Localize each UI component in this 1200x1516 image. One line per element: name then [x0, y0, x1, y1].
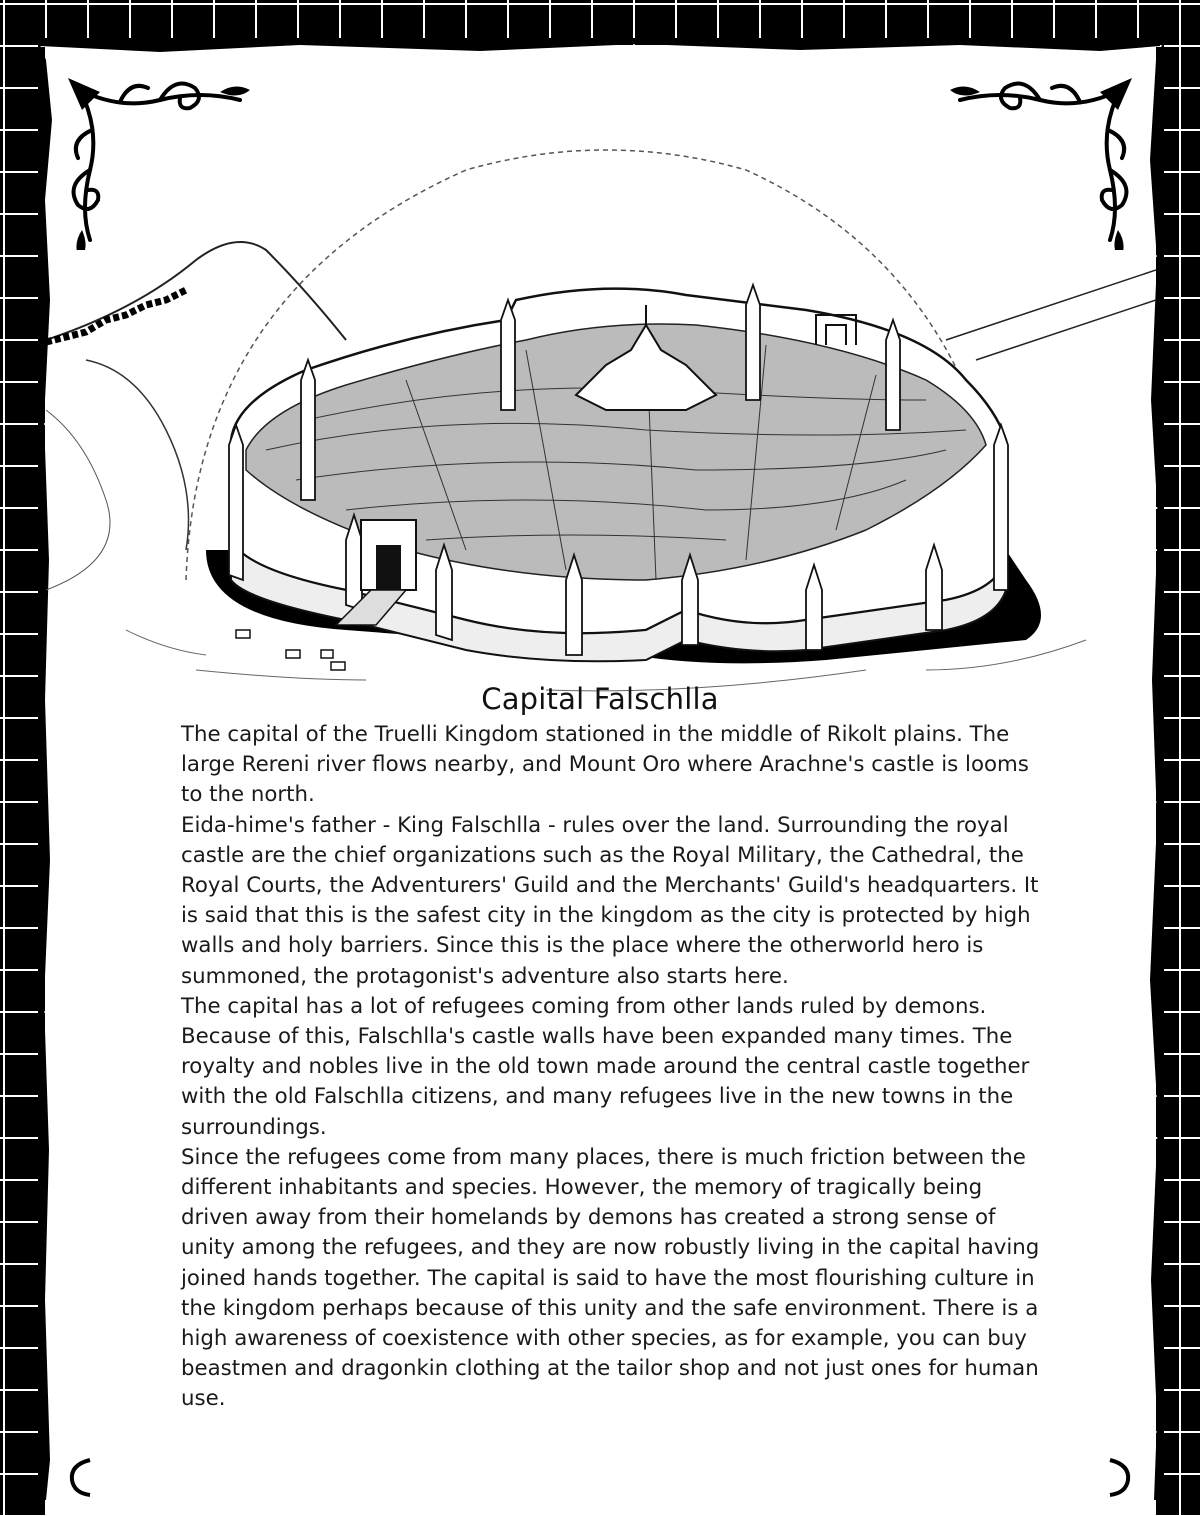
paragraph-2: Eida-hime's father - King Falschlla - rules over the land. Surrounding the royal castle are the chief organizations such as the Royal Military, the Cathedral, the Royal Courts, the Adventurers' Guild and the Merchants' Guild's headquarters. It is said that this is the safest city in the kingdom as the city is protected by high walls and holy barriers. Since this is the place where the otherworld hero is summoned, the protagonist's adventure also starts here.	[181, 812, 1039, 989]
capital-city-illustration	[46, 110, 1156, 700]
paragraph-3: The capital has a lot of refugees coming from other lands ruled by demons. Because of this, Falschlla's castle walls have been expanded many times. The royalty and nobles live in the old town made around the central castle together with the old Falschlla citizens, and many refugees live in the new towns in the surroundings.	[181, 993, 1030, 1140]
article-body	[181, 720, 1051, 1415]
corner-flourish-bottom-right-icon	[1100, 1455, 1140, 1500]
corner-flourish-bottom-left-icon	[60, 1455, 100, 1500]
paragraph-4: Since the refugees come from many places, there is much friction between the different inhabitants and species. However, the memory of tragically being driven away from their homelands by demons has created a strong sense of unity among the refugees, and they are now robustly living in the capital having joined hands together. The capital is said to have the most flourishing culture in the kingdom perhaps because of this unity and the safe environment. There is a high awareness of coexistence with other species, as for example, you can buy beastmen and dragonkin clothing at the tailor shop and not just ones for human use.	[181, 1144, 1040, 1412]
page-title: Capital Falschlla	[481, 682, 719, 716]
paragraph-1: The capital of the Truelli Kingdom stationed in the middle of Rikolt plains. The large Rereni river flows nearby, and Mount Oro where Arachne's castle is looms to the north.	[181, 722, 1029, 808]
